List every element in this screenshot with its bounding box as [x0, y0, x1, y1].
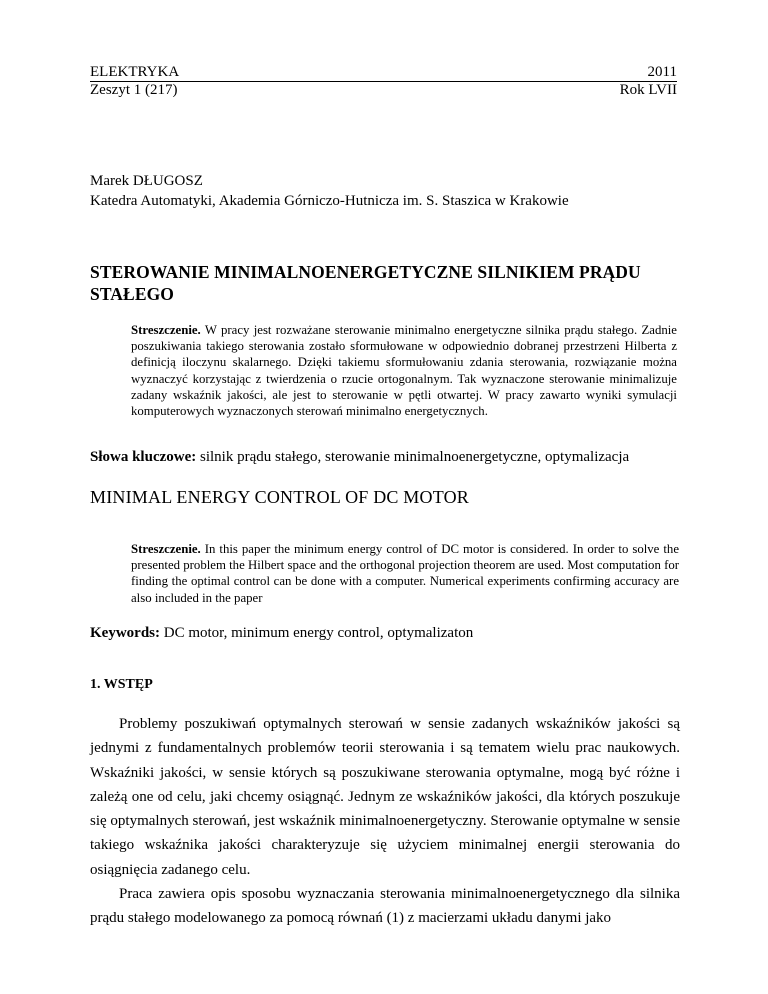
header-row-top — [90, 64, 677, 82]
journal-year: 2011 — [647, 64, 677, 80]
journal-issue: Zeszyt 1 (217) — [90, 82, 178, 98]
section-heading: 1. WSTĘP — [90, 677, 153, 692]
paper-title-polish-line2: STAŁEGO — [90, 284, 175, 304]
body-text — [90, 712, 680, 931]
abstract-polish-label: Streszczenie. — [131, 323, 201, 337]
abstract-english — [131, 541, 679, 606]
paragraph: Problemy poszukiwań optymalnych sterowań w sensie zadanych wskaźników jakości są jednymi z fundamentalnych problemów teorii sterowania i są tematem wielu prac naukowych. Wskaźniki jakości, w sensie których są poszukiwane sterowania optymalne, mogą być różne i zależą one od celu, jaki chcemy osiągnąć. Jednym ze wskaźników jakości, dla których poszukuje się optymalnych sterowań, jest wskaźnik minimalnoenergetyczny. Sterowanie optymalne w sensie takiego wskaźnika jakości charakteryzuje się użyciem minimalnej energii sterowania do osiągnięcia zadanego celu. — [90, 716, 680, 878]
paper-title-polish-line1: STEROWANIE MINIMALNOENERGETYCZNE SILNIKIEM PRĄDU — [90, 262, 641, 282]
abstract-polish-text: W pracy jest rozważane sterowanie minimalno energetyczne silnika prądu stałego. Zadnie poszukiwania takiego sterowania zostało sformułowane w odpowiednio dobranej przestrzeni Hilberta z definicją iloczynu skalarnego. Dzięki takiemu sformułowaniu zdania sterowania, rozwiązanie można wyznaczyć korzystając z twierdzenia o rzucie ortogonalnym. Tak wyznaczone sterowanie minimalizuje zadany wskaźnik jakości, ale jest to sterowanie w pętli otwartej. W pracy zawarto wyniki symulacji komputerowych wyznaczonych sterowań minimalno energetycznych. — [131, 323, 677, 419]
paper-title-english: MINIMAL ENERGY CONTROL OF DC MOTOR — [90, 487, 469, 507]
keywords-polish-text: silnik prądu stałego, sterowanie minimalnoenergetyczne, optymalizacja — [196, 449, 630, 465]
journal-volume: Rok LVII — [619, 82, 677, 98]
author-name: Marek DŁUGOSZ — [90, 173, 203, 189]
journal-name: ELEKTRYKA — [90, 64, 180, 80]
abstract-polish — [131, 322, 677, 419]
keywords-polish — [90, 447, 690, 467]
keywords-english-text: DC motor, minimum energy control, optymalizaton — [160, 625, 474, 641]
keywords-polish-label: Słowa kluczowe: — [90, 449, 197, 465]
keywords-english-label: Keywords: — [90, 625, 160, 641]
author-block — [90, 171, 569, 211]
running-header — [90, 64, 677, 99]
author-affiliation: Katedra Automatyki, Akademia Górniczo-Hutnicza im. S. Staszica w Krakowie — [90, 193, 569, 209]
header-row-bottom — [90, 82, 677, 99]
abstract-english-label: Streszczenie. — [131, 542, 201, 556]
paragraph: Praca zawiera opis sposobu wyznaczania sterowania minimalnoenergetycznego dla silnika prądu stałego modelowanego za pomocą równań (1) z macierzami układu danymi jako — [90, 886, 680, 927]
keywords-english — [90, 623, 473, 643]
paper-title-polish — [90, 261, 690, 305]
abstract-english-text: In this paper the minimum energy control of DC motor is considered. In order to solve the presented problem the Hilbert space and the orthogonal projection theorem are used. Most computation for finding the optimal control can be done with a computer. Numerical experiments confirming accuracy are also included in the paper — [131, 542, 679, 605]
